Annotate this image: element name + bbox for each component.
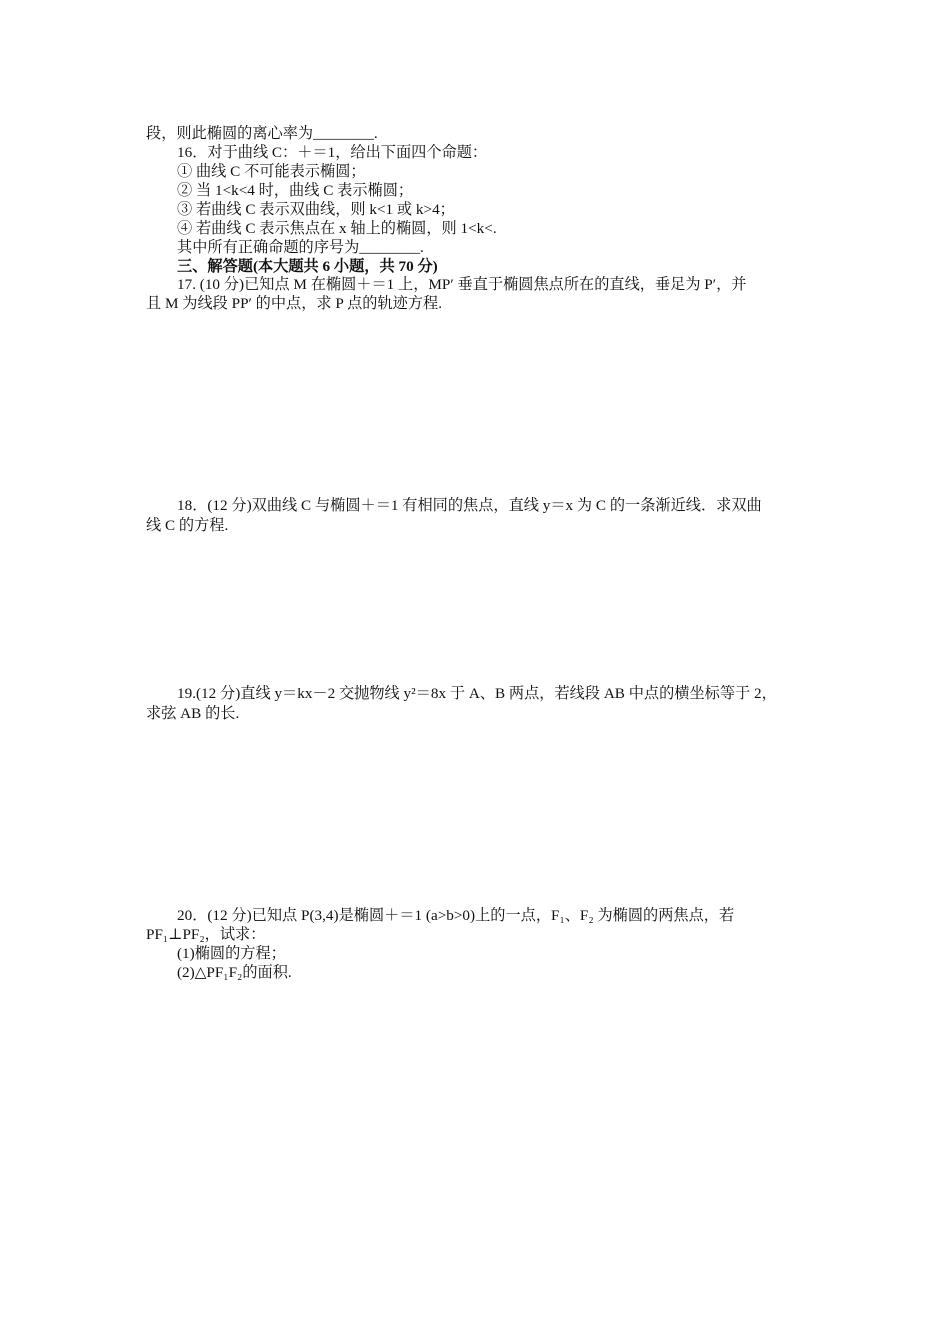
q16-proposition-1: ① 曲线 C 不可能表示椭圆； [177, 163, 366, 180]
q19-line-1: 19.(12 分)直线 y＝kx－2 交抛物线 y²＝8x 于 A、B 两点，若线段 AB 中点的横坐标等于 2， [177, 685, 777, 702]
q18-line-2: 线 C 的方程. [146, 517, 229, 534]
q20-part-1: (1)椭圆的方程； [177, 945, 286, 962]
q19-line-2: 求弦 AB 的长. [146, 705, 240, 722]
q20-part-2: (2)△PF₁F₂的面积. [177, 964, 292, 981]
q20-line-1: 20．(12 分)已知点 P(3,4)是椭圆＋＝1 (a>b>0)上的一点，F₁、F₂ 为椭圆的两焦点，若 [177, 907, 735, 924]
q20-line-2: PF₁⊥PF₂，试求： [146, 926, 266, 943]
section-heading: 三、解答题(本大题共 6 小题，共 70 分) [177, 258, 438, 275]
q16-proposition-4: ④ 若曲线 C 表示焦点在 x 轴上的椭圆，则 1<k<. [177, 220, 497, 237]
q17-line-2: 且 M 为线段 PP′ 的中点，求 P 点的轨迹方程. [146, 295, 442, 312]
q18-line-1: 18．(12 分)双曲线 C 与椭圆＋＝1 有相同的焦点，直线 y＝x 为 C 的一条渐近线．求双曲 [177, 497, 762, 514]
q16-answer-prompt: 其中所有正确命题的序号为________. [177, 239, 424, 256]
q16-proposition-2: ② 当 1<k<4 时，曲线 C 表示椭圆； [177, 182, 414, 199]
q17-line-1: 17. (10 分)已知点 M 在椭圆＋＝1 上，MP′ 垂直于椭圆焦点所在的直线，垂足为 P′，并 [177, 276, 747, 293]
q15-continuation: 段，则此椭圆的离心率为________. [146, 125, 378, 142]
q16-proposition-3: ③ 若曲线 C 表示双曲线，则 k<1 或 k>4； [177, 201, 455, 218]
q16-stem: 16．对于曲线 C：＋＝1，给出下面四个命题： [177, 144, 488, 161]
